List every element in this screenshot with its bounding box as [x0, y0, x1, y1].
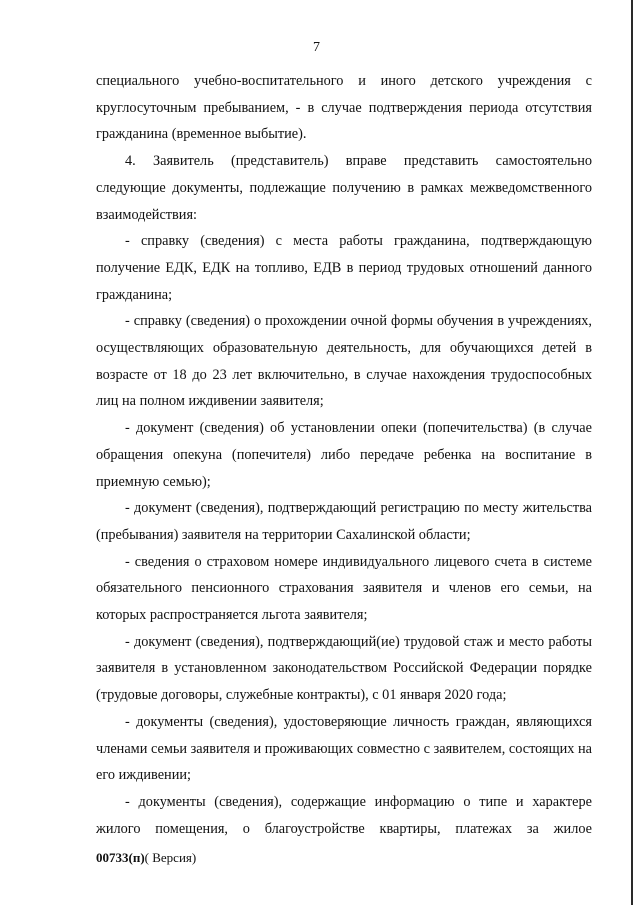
document-body: [96, 68, 592, 842]
list-item-work-certificate: - справку (сведения) с места работы гражданина, подтверждающую получение ЕДК, ЕДК на топливо, ЕДВ в период трудовых отношений данного гражданина;: [96, 233, 592, 303]
paragraph-item-4: 4. Заявитель (представитель) вправе представить самостоятельно следующие документы, подлежащие получению в рамках межведомственного взаимодействия:: [96, 153, 592, 223]
document-version: ( Версия): [144, 850, 197, 865]
list-item-work-experience: - документ (сведения), подтверждающий(ие) трудовой стаж и место работы заявителя в установленном законодательством Российской Федерации порядке (трудовые договоры, служебные контракты), с 01 января 2020 года;: [96, 633, 592, 704]
paragraph-continued: специального учебно-воспитательного и иного детского учреждения с круглосуточным пребыванием, - в случае подтверждения периода отсутствия гражданина (временное выбытие).: [96, 73, 592, 143]
page-number: 7: [313, 40, 320, 55]
document-code: 00733(п): [96, 850, 145, 865]
footer: [96, 850, 196, 866]
list-item-guardianship-document: - документ (сведения) об установлении опеки (попечительства) (в случае обращения опекуна (попечителя) либо передаче ребенка на воспитание в приемную семью);: [96, 420, 592, 490]
list-item-study-certificate: - справку (сведения) о прохождении очной формы обучения в учреждениях, осуществляющих образовательную деятельность, для обучающихся детей в возрасте от 18 до 23 лет включительно, в случае нахождения трудоспособных лиц на полном иждивении заявителя;: [96, 313, 592, 410]
list-item-identity-documents: - документы (сведения), удостоверяющие личность граждан, являющихся членами семьи заявителя и проживающих совместно с заявителем, состоящих на его иждивении;: [96, 713, 592, 784]
list-item-registration-document: - документ (сведения), подтверждающий регистрацию по месту жительства (пребывания) заявителя на территории Сахалинской области;: [96, 500, 592, 543]
list-item-insurance-number: - сведения о страховом номере индивидуального лицевого счета в системе обязательного пенсионного страхования заявителя и членов его семьи, на которых распространяется льгота заявителя;: [96, 553, 592, 624]
list-item-housing-documents: - документы (сведения), содержащие информацию о типе и характере жилого помещения, о благоустройстве квартиры, платежах за жилое: [96, 793, 592, 837]
